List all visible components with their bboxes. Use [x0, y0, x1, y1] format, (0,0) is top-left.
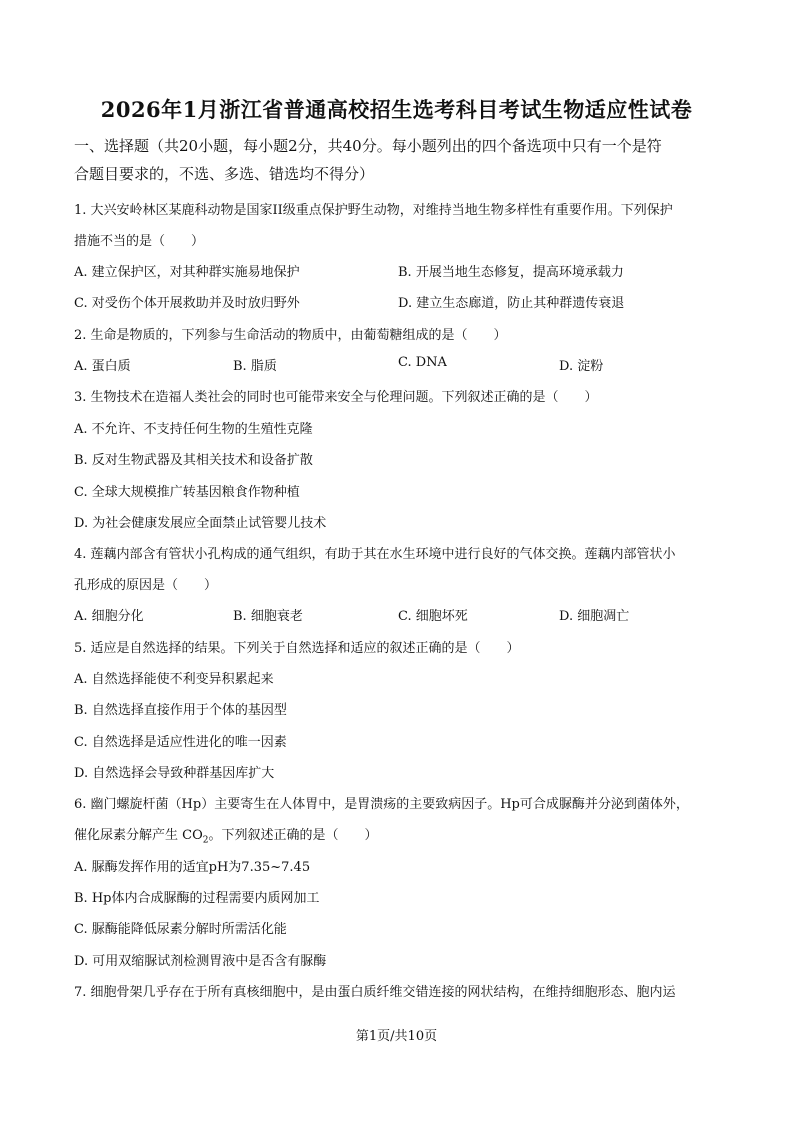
q5-option-a: A. 自然选择能使不利变异积累起来 — [74, 672, 274, 687]
q1-stem-line-1: 1. 大兴安岭林区某鹿科动物是国家II级重点保护野生动物，对维持当地生物多样性有重要作用。下列保护 — [74, 203, 673, 218]
q4-option-b: B. 细胞衰老 — [233, 609, 303, 624]
q7-stem-line-1: 7. 细胞骨架几乎存在于所有真核细胞中，是由蛋白质纤维交错连接的网状结构，在维持细胞形态、胞内运 — [74, 985, 676, 1000]
q4-stem-line-1: 4. 莲藕内部含有管状小孔构成的通气组织，有助于其在水生环境中进行良好的气体交换。莲藕内部管状小 — [74, 547, 676, 562]
q6-option-d: D. 可用双缩脲试剂检测胃液中是否含有脲酶 — [74, 954, 327, 969]
q1-option-a: A. 建立保护区，对其种群实施易地保护 — [74, 265, 300, 280]
q6-stem-line-2 — [74, 824, 378, 846]
q4-option-d: D. 细胞凋亡 — [559, 609, 630, 624]
q1-option-d: D. 建立生态廊道，防止其种群遗传衰退 — [398, 296, 625, 311]
q3-option-b: B. 反对生物武器及其相关技术和设备扩散 — [74, 453, 313, 468]
q3-stem: 3. 生物技术在造福人类社会的同时也可能带来安全与伦理问题。下列叙述正确的是（ ） — [74, 390, 598, 405]
q2-option-c: C. DNA — [398, 355, 447, 370]
page-footer: 第1页/共10页 — [355, 1029, 438, 1044]
section-heading-line-2: 合题目要求的，不选、多选、错选均不得分） — [74, 165, 375, 183]
q4-option-a: A. 细胞分化 — [74, 609, 144, 624]
exam-title: 2026年1月浙江省普通高校招生选考科目考试生物适应性试卷 — [100, 97, 693, 122]
q1-option-c: C. 对受伤个体开展救助并及时放归野外 — [74, 296, 300, 311]
section-heading — [74, 132, 722, 188]
q1-stem-line-2: 措施不当的是（ ） — [74, 234, 205, 249]
q6-option-c: C. 脲酶能降低尿素分解时所需活化能 — [74, 922, 287, 937]
q3-option-a: A. 不允许、不支持任何生物的生殖性克隆 — [74, 422, 313, 437]
q2-stem: 2. 生命是物质的，下列参与生命活动的物质中，由葡萄糖组成的是（ ） — [74, 328, 507, 343]
q5-option-b: B. 自然选择直接作用于个体的基因型 — [74, 703, 287, 718]
q6-stem-line-1: 6. 幽门螺旋杆菌（Hp）主要寄生在人体胃中，是胃溃疡的主要致病因子。Hp可合成脲酶并分泌到菌体外， — [74, 797, 689, 812]
q4-option-c: C. 细胞坏死 — [398, 609, 468, 624]
q6-stem-line-2-text: 催化尿素分解产生 CO — [74, 828, 203, 843]
q5-stem: 5. 适应是自然选择的结果。下列关于自然选择和适应的叙述正确的是（ ） — [74, 641, 520, 656]
section-heading-line-1: 一、选择题（共20小题，每小题2分，共40分。每小题列出的四个备选项中只有一个是符 — [74, 137, 662, 155]
q1-option-b: B. 开展当地生态修复，提高环境承载力 — [398, 265, 624, 280]
q2-option-b: B. 脂质 — [233, 359, 277, 374]
q4-stem-line-2: 孔形成的原因是（ ） — [74, 578, 218, 593]
q6-stem-line-2-tail: 。下列叙述正确的是（ ） — [208, 828, 378, 843]
q6-option-a: A. 脲酶发挥作用的适宜pH为7.35~7.45 — [74, 860, 311, 875]
q3-option-c: C. 全球大规模推广转基因粮食作物种植 — [74, 485, 300, 500]
q2-option-a: A. 蛋白质 — [74, 359, 131, 374]
q5-option-c: C. 自然选择是适应性进化的唯一因素 — [74, 735, 287, 750]
co2-subscript: 2 — [202, 835, 209, 846]
q5-option-d: D. 自然选择会导致种群基因库扩大 — [74, 766, 275, 781]
q6-option-b: B. Hp体内合成脲酶的过程需要内质网加工 — [74, 891, 320, 906]
q3-option-d: D. 为社会健康发展应全面禁止试管婴儿技术 — [74, 516, 327, 531]
q2-option-d: D. 淀粉 — [559, 359, 604, 374]
